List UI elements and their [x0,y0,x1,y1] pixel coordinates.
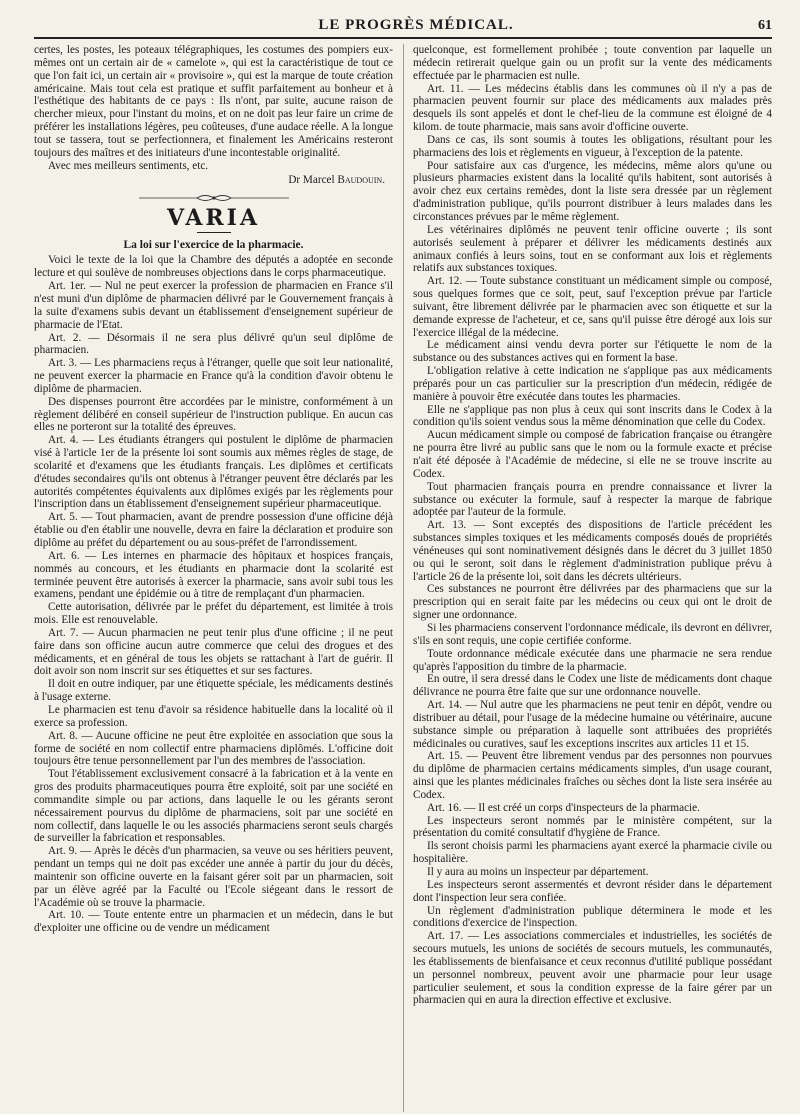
paragraph: quelconque, est formellement prohibée ; toute convention par laquelle un médecin retirerait quelque gain ou un profit sur la vente des médicaments effectuée par le pharmacien est nulle. [413,44,772,82]
journal-title: LE PROGRÈS MÉDICAL. [318,17,514,33]
paragraph: Ils seront choisis parmi les pharmaciens ayant exercé la pharmacie civile ou hospitalière. [413,840,772,866]
paragraph: Art. 16. — Il est créé un corps d'inspecteurs de la pharmacie. [427,801,700,814]
paragraph: Des dispenses pourront être accordées par le ministre, conformément à un règlement délibéré en conseil supérieur de l'instruction publique. En aucun cas elles ne porteront sur la totalité des épreuves. [34,395,393,434]
paragraph: Si les pharmaciens conservent l'ordonnance médicale, ils devront en délivrer, s'ils en sont requis, une copie certifiée conforme. [413,621,772,647]
paragraph: Cette autorisation, délivrée par le préfet du département, est limitée à trois mois. Elle est renouvelable. [34,601,393,627]
right-column [403,44,772,1112]
paragraph: Aucun médicament simple ou composé de fabrication française ou étrangère ne pourra être livré au public sans que le nom ou la formule exacte et précise n'ait été déposée à l'Académie de médecine, si elle ne se trouve inscrite au Codex. [413,429,772,480]
paragraph: Art. 8. — Aucune officine ne peut être exploitée en association que sous la forme de société en nom collectif entre pharmaciens diplômés. L'officine doit toujours être tenue personnellement par l'un des membres de l'association. [34,729,393,768]
paragraph: Art. 12. — Toute substance constituant un médicament simple ou composé, sous quelques formes que ce soit, peut, sauf l'exception prévue par l'article suivant, être librement délivrée par le pharmacien avec son étiquette et sur la demande expresse de l'acheteur, et ce, sans qu'il puisse être dérogé aux lois sur l'exercice illégal de la médecine. [413,275,772,339]
signature-name: Baudouin. [337,174,385,187]
running-header [34,14,772,39]
paragraph: Avec mes meilleurs sentiments, etc. [48,159,209,172]
paragraph: Art. 15. — Peuvent être librement vendus par des personnes non pourvues du diplôme de pharmacien certains médicaments simples, d'un usage courant, ainsi que les plantes médicinales fraîches ou sèches dont la liste sera insérée au Codex. [413,750,772,801]
paragraph: Tout l'établissement exclusivement consacré à la fabrication et à la vente en gros des produits pharmaceutiques pourra être exploité, soit par une société en commandite simple ou par actions, dans laquelle le ou les gérants seront nécessairement pourvus du diplôme de pharmaciens, soit par une société en nom collectif, dans laquelle le ou les associés pharmaciens seront seuls chargés de surveiller la fabrication et responsables. [34,768,393,845]
signature [34,174,385,187]
paragraph: Art. 5. — Tout pharmacien, avant de prendre possession d'une officine déjà établie ou d'en établir une nouvelle, devra en faire la déclaration et produire son diplôme au préfet du département ou au sous-préfet de l'arrondissement. [34,511,393,549]
page-number: 61 [758,18,772,33]
section-title: VARIA [166,205,261,232]
paragraph: Art. 11. — Les médecins établis dans les communes où il n'y a pas de pharmacien peuvent fournir sur place des médicaments aux malades près desquels ils sont appelés et dont le chef-lieu de la commune est éloigné de 4 kilom. de toute pharmacie, mais sans avoir d'officine ouverte. [413,82,772,134]
signature-prefix: Dr Marcel [288,174,338,187]
ornament-divider [34,193,393,203]
paragraph: Art. 9. — Après le décès d'un pharmacien, sa veuve ou ses héritiers peuvent, pendant un temps qui ne doit pas excéder une année à partir du jour du décès, maintenir son officine ouverte en la faisant gérer soit par un pharmacien, soit par un élève agréé par la Faculté ou l'Ecole siégeant dans le ressort de l'Académie où se trouve la pharmacie. [34,845,393,909]
paragraph: Art. 2. — Désormais il ne sera plus délivré qu'un seul diplôme de pharmacien. [34,331,393,357]
paragraph: Pour satisfaire aux cas d'urgence, les médecins, même alors qu'une ou plusieurs pharmacies existent dans la localité qu'ils habitent, sont autorisés à avoir chez eux certains remèdes, dont la liste sera dressée par un règlement d'administration publique, qu'ils pourront distribuer à leurs malades dans les circonstances prévues par le même règlement. [413,159,772,223]
paragraph: Le médicament ainsi vendu devra porter sur l'étiquette le nom de la substance ou des substances actives qui en forment la base. [413,339,772,365]
paragraph: Art. 14. — Nul autre que les pharmaciens ne peut tenir en dépôt, vendre ou distribuer au détail, pour l'usage de la médecine humaine ou vétérinaire, aucune substance simple ou préparation à laquelle sont attribuées des propriétés médicinales ou curatives, sauf les exceptions inscrites aux articles 11 et 15. [413,699,772,750]
paragraph: Art. 13. — Sont exceptés des dispositions de l'article précédent les substances simples toxiques et les médicaments composés doués de propriétés vénéneuses qui sont nominativement désignés dans le décret du 3 juillet 1850 ou qui le seront, soit dans le règlement d'administration publique prévu à l'article 26 de la présente loi, soit dans les décrets ultérieurs. [413,519,772,583]
paragraph: Dans ce cas, ils sont soumis à toutes les obligations, résultant pour les pharmaciens des lois et règlements en vigueur, à l'exception de la patente. [413,133,772,159]
paragraph: Voici le texte de la loi que la Chambre des députés a adoptée en seconde lecture et qui soulève de nombreuses objections dans le corps pharmaceutique. [34,254,393,280]
paragraph: Elle ne s'applique pas non plus à ceux qui sont inscrits dans le Codex à la condition qu'ils soient vendus sous la même dénomination que celle du Codex. [413,403,772,429]
paragraph: Art. 4. — Les étudiants étrangers qui postulent le diplôme de pharmacien visé à l'article 1er de la présente loi sont soumis aux mêmes règles de stage, de scolarité et d'examens que les étudiants français. Les diplômes et certificats d'études secondaires qu'ils ont obtenus à l'étranger peuvent être déclarés par les autorités compétentes équivalents aux diplômes exigés par les règlements pour l'inscription dans un établissement d'enseignement supérieur pharmaceutique. [34,434,393,511]
article-heading: La loi sur l'exercice de la pharmacie. [123,239,304,252]
paragraph: Le pharmacien est tenu d'avoir sa résidence habituelle dans la localité où il exerce sa profession. [34,703,393,729]
paragraph: Les inspecteurs seront nommés par le ministère compétent, sur la présentation du comité consultatif d'hygiène de France. [413,814,772,840]
paragraph: Les inspecteurs seront assermentés et devront résider dans le département dont l'inspection leur sera confiée. [413,878,772,904]
paragraph: Toute ordonnance médicale exécutée dans une pharmacie ne sera rendue qu'après l'apposition du timbre de la pharmacie. [413,647,772,673]
two-column-body [34,44,772,1112]
paragraph: Art. 3. — Les pharmaciens reçus à l'étranger, quelle que soit leur nationalité, ne peuvent exercer la pharmacie en France qu'à la condition d'avoir obtenu le diplôme de pharmacien. [34,357,393,395]
left-column [34,44,393,1112]
paragraph: Les vétérinaires diplômés ne peuvent tenir officine ouverte ; ils sont autorisés seulement à préparer et délivrer les médicaments destinés aux animaux confiés à leurs soins, tout en se conformant aux lois et règlements relatifs aux substances toxiques. [413,223,772,275]
letter-ending [34,44,393,172]
paragraph: Un règlement d'administration publique déterminera le mode et les conditions d'exercice de l'inspection. [413,904,772,930]
paragraph: Art. 17. — Les associations commerciales et industrielles, les sociétés de secours mutuels, les unions de sociétés de secours mutuels, les communautés, les établissements de bienfaisance et ceux reconnus d'utilité publique possédant un personnel nombreux, peuvent avoir une pharmacie pour leur usage particulier seulement, et sous la condition expresse de la faire gérer par un pharmacien qui en aura la direction effective et exclusive. [413,930,772,1007]
paragraph: Art. 7. — Aucun pharmacien ne peut tenir plus d'une officine ; il ne peut faire dans son officine aucun autre commerce que celui des drogues et des médicaments, et en général de tous les objets se rattachant à l'art de guérir. Il doit avoir son nom inscrit sur ses étiquettes et sur ses factures. [34,626,393,678]
paragraph: Art. 10. — Toute entente entre un pharmacien et un médecin, dans le but d'exploiter une officine ou de vendre un médicament [34,909,393,935]
paragraph: Art. 1er. — Nul ne peut exercer la profession de pharmacien en France s'il n'est muni d'un diplôme de pharmacien délivré par le Gouvernement français à la suite d'examens subis devant un établissement d'enseignement supérieur de pharmacie de l'Etat. [34,280,393,331]
paragraph: Ces substances ne pourront être délivrées par des pharmaciens que sur la prescription qui en serait faite par les médecins ou ceux qui ont le droit de signer une ordonnance. [413,583,772,622]
paragraph: Tout pharmacien français pourra en prendre connaissance et livrer la substance ou exécuter la formule, sauf à respecter la marque de fabrique adoptée par l'auteur de la formule. [413,480,772,519]
paragraph: En outre, il sera dressé dans le Codex une liste de médicaments dont chaque délivrance ne pourra être faite que sur une ordonnance nouvelle. [413,673,772,699]
law-text-left [34,254,393,935]
title-rule [197,232,231,233]
paragraph: Art. 6. — Les internes en pharmacie des hôpitaux et hospices français, nommés au concours, et les étudiants en pharmacie dont la scolarité est terminée peuvent être autorisés à exercer la pharmacie, sans avoir subi tous les examens, pendant une épidémie ou à titre de remplaçant d'un pharmacien. [34,549,393,601]
law-text-right [413,44,772,1007]
paragraph: L'obligation relative à cette indication ne s'applique pas aux médicaments préparés pour un cas particulier sur la prescription d'un médecin, rédigée de manière à pouvoir être exécutée dans toutes les pharmacies. [413,365,772,403]
paragraph: Il doit en outre indiquer, par une étiquette spéciale, les médicaments destinés à l'usage externe. [34,678,393,704]
paragraph: certes, les postes, les poteaux télégraphiques, les costumes des pompiers eux-mêmes ont un certain air de « camelote », qui est la caractéristique de tout ce que l'on fait ici, un certain air « provisoire », qui est la marque de toute création américaine. Mais tout cela est pratique et suffit parfaitement au bonheur et à l'esthétique des habitants de ce pays : Ils n'ont, par suite, aucune raison de chercher mieux, pour l'instant du moins, et on ne doit pas leur faire un crime de préférer les installations légères, peu coûteuses, d'une audace réelle. A la longue tout se tassera, tout se perfectionnera, et finalement les Américains resteront toujours des maîtres et des initiateurs d'une incontestable originalité. [34,44,393,159]
paragraph: Il y aura au moins un inspecteur par département. [427,866,649,878]
